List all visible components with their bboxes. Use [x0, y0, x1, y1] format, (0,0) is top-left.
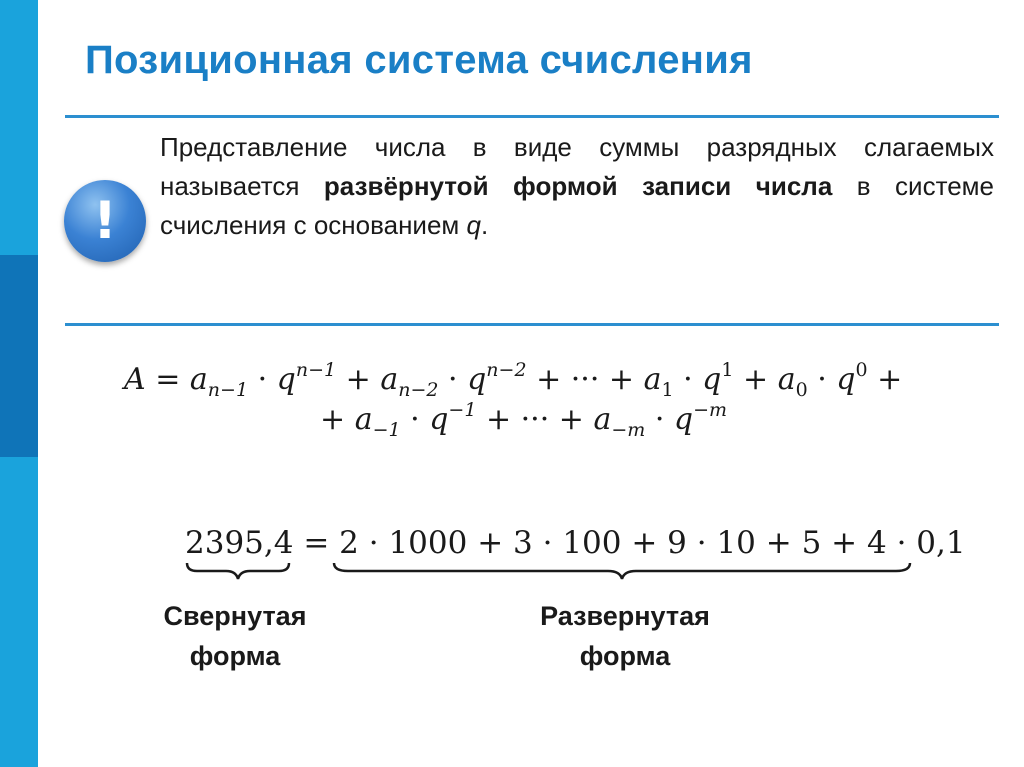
bottom-divider — [65, 323, 999, 326]
collapsed-label-line2: форма — [189, 641, 281, 671]
collapsed-label-line1: Свернутая — [163, 601, 307, 631]
formula-line-2: + $a_{-1} \cdot q^{-1}$ + ··· + $a_{-m} \cdot q^{-m}$ — [320, 399, 728, 441]
definition-part1: Представление числа в виде суммы разрядных слагаемых называется — [160, 132, 994, 201]
formula-line-1: $A = a_{n-1} \cdot q^{n-1} + a_{n-2} \cdot q^{n-2}$ + ··· + $a_1 \cdot q^1 + a_0 \cdot q^0$ + — [124, 359, 903, 401]
example-left: 2395,4 — [185, 525, 294, 561]
definition-bold: развёрнутой формой записи числа — [323, 171, 833, 201]
example-line: 2395,4 = 2 · 1000 + 3 · 100 + 9 · 10 + 5 + 4 · 0,1 — [185, 525, 966, 561]
definition-text — [160, 128, 994, 245]
badge-symbol: ! — [93, 191, 117, 251]
expanded-form-formula — [0, 355, 1024, 445]
slide-title: Позиционная система счисления — [85, 38, 753, 82]
exclamation-icon — [64, 180, 146, 262]
definition-variable: q — [466, 210, 481, 240]
expanded-label-line2: форма — [579, 641, 671, 671]
expanded-form-label — [500, 596, 750, 676]
example-right: 2 · 1000 + 3 · 100 + 9 · 10 + 5 + 4 · 0,1 — [339, 525, 966, 561]
expanded-label-line1: Развернутая — [540, 601, 710, 631]
top-divider — [65, 115, 999, 118]
collapsed-brace — [187, 563, 289, 579]
expanded-brace — [334, 563, 910, 579]
definition-part2: в системе счисления с основанием — [160, 171, 994, 240]
definition-end: . — [480, 210, 489, 240]
collapsed-form-label — [140, 596, 330, 676]
